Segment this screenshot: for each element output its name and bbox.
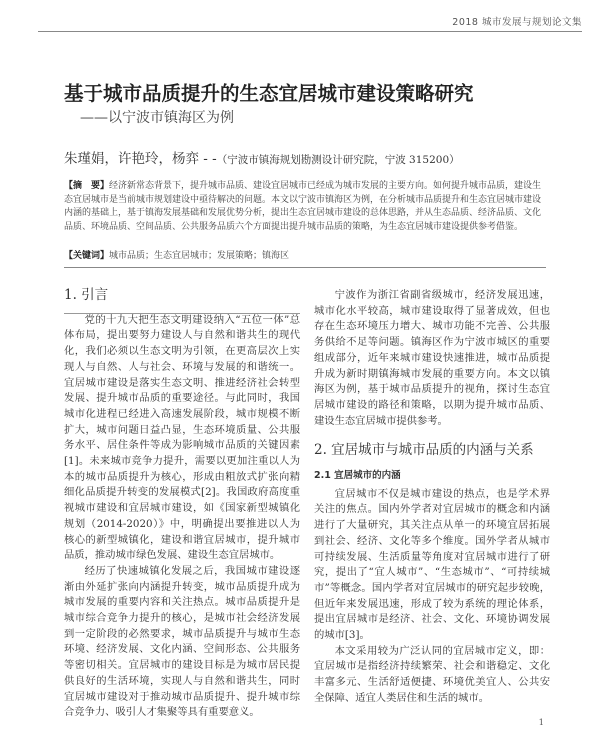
section-heading-rule bbox=[64, 313, 300, 314]
right-column bbox=[314, 288, 550, 707]
author-affiliation: （宁波市镇海规划勘测设计研究院，宁波 315200） bbox=[216, 154, 460, 166]
running-head: 2018 城市发展与规划论文集 bbox=[452, 17, 582, 28]
left-column bbox=[64, 288, 300, 721]
keywords-text: 城市品质；生态宜居城市；发展策略；镇海区 bbox=[109, 251, 290, 261]
keywords-label: 【关键词】 bbox=[64, 251, 110, 261]
section-2-paragraph-1: 宜居城市不仅是城市建设的热点，也是学术界关注的焦点。国内外学者对宜居城市的概念和内涵进行了大量研究，其关注点从单一的环境宜居拓展到社会、经济、文化等多个维度。国外学者从城市可持续发展、生活质量等角度对宜居城市进行了研究，提出了“宜人城市”、“生态城市”、“可持续城市”等概念。国内学者对宜居城市的研究起步较晚，但近年来发展迅速，形成了较为系统的理论体系，提出宜居城市是经济、社会、文化、环境协调发展的城市[3]。 bbox=[314, 487, 550, 642]
keywords bbox=[64, 248, 548, 261]
section-1-paragraph-3: 宁波作为浙江省副省级城市，经济发展迅速，城市化水平较高，城市建设取得了显著成效，但也存在生态环境压力增大、城市功能不完善、公共服务供给不足等问题。镇海区作为宁波市城区的重要组成部分，近年来城市建设快速推进，城市品质提升成为新时期镇海城市发展的重要方向。本文以镇海区为例，基于城市品质提升的视角，探讨生态宜居城市建设的路径和策略，以期为提升城市品质、建设生态宜居城市提供参考。 bbox=[314, 289, 550, 427]
section-1-heading: 1. 引言 bbox=[64, 287, 109, 303]
abstract bbox=[64, 180, 548, 234]
abstract-rule bbox=[64, 267, 546, 268]
section-2-paragraph-2: 本文采用较为广泛认同的宜居城市定义，即：宜居城市是指经济持续繁荣、社会和谐稳定、文化丰富多元、生活舒适便捷、环境优美宜人、公共安全保障、适宜人类居住和生活的城市。 bbox=[314, 644, 550, 704]
author-line bbox=[64, 147, 460, 167]
paper-title: 基于城市品质提升的生态宜居城市建设策略研究 bbox=[64, 82, 474, 105]
section-2-1-heading: 2.1 宜居城市的内涵 bbox=[314, 470, 401, 482]
abstract-text: 经济新常态背景下，提升城市品质、建设宜居城市已经成为城市发展的主要方向。如何提升城市品质，建设生态宜居城市是当前城市规划建设中亟待解决的问题。本文以宁波市镇海区为例，在分析城市品质提升和生态宜居城市建设内涵的基础上，基于镇海发展基础和发展优势分析，提出生态宜居城市建设的总体思路，并从生态品质、经济品质、文化品质、环境品质、空间品质、公共服务品质六个方面提出提升城市品质的策略，为生态宜居城市建设提供参考借鉴。 bbox=[64, 181, 542, 232]
abstract-label: 【摘 要】 bbox=[64, 181, 110, 191]
section-1-paragraph-1: 党的十九大把生态文明建设纳入“五位一体”总体布局，提出要努力建设人与自然和谐共生的现代化，我们必须以生态文明为引领，在更高层次上实现人与自然、人与社会、环境与发展的和谐统一。宜居城市建设是落实生态文明、推进经济社会转型发展、提升城市品质的重要途径。与此同时，我国城市化进程已经进入高速发展阶段，城市规模不断扩大，城市问题日益凸显，生态环境质量、公共服务水平、居住条件等成为影响城市品质的关键因素[1]。未来城市竞争力提升，需要以更加注重以人为本的城市品质提升为核心，形成由粗放式扩张向精细化品质提升转变的发展模式[2]。我国政府高度重视城市建设和宜居城市建设，如《国家新型城镇化规划（2014-2020）》中，明确提出要推进以人为核心的新型城镇化，建设和谐宜居城市，提升城市品质，推动城市绿色发展、建设生态宜居城市。 bbox=[64, 313, 300, 562]
header-rule bbox=[38, 31, 582, 32]
paper-subtitle: ——以宁波市镇海区为例 bbox=[80, 110, 234, 126]
author-names: 朱瑾娟，许艳玲，杨弈 - - bbox=[64, 151, 217, 167]
section-2-heading: 2. 宜居城市与城市品质的内涵与关系 bbox=[314, 442, 534, 459]
section-1-paragraph-2: 经历了快速城镇化发展之后，我国城市建设逐渐由外延扩张向内涵提升转变，城市品质提升成为城市发展的重要内容和关注热点。城市品质提升是城市综合竞争力提升的核心，是城市社会经济发展到一定阶段的必然要求，城市品质提升与城市生态环境、经济发展、文化内涵、空间形态、公共服务等密切相关。宜居城市的建设目标是为城市居民提供良好的生活环境，实现人与自然和谐共生，同时宜居城市建设对于推动城市品质提升、提升城市综合竞争力、吸引人才集聚等具有重要意义。 bbox=[64, 564, 300, 719]
page-number: 1 bbox=[538, 718, 544, 728]
